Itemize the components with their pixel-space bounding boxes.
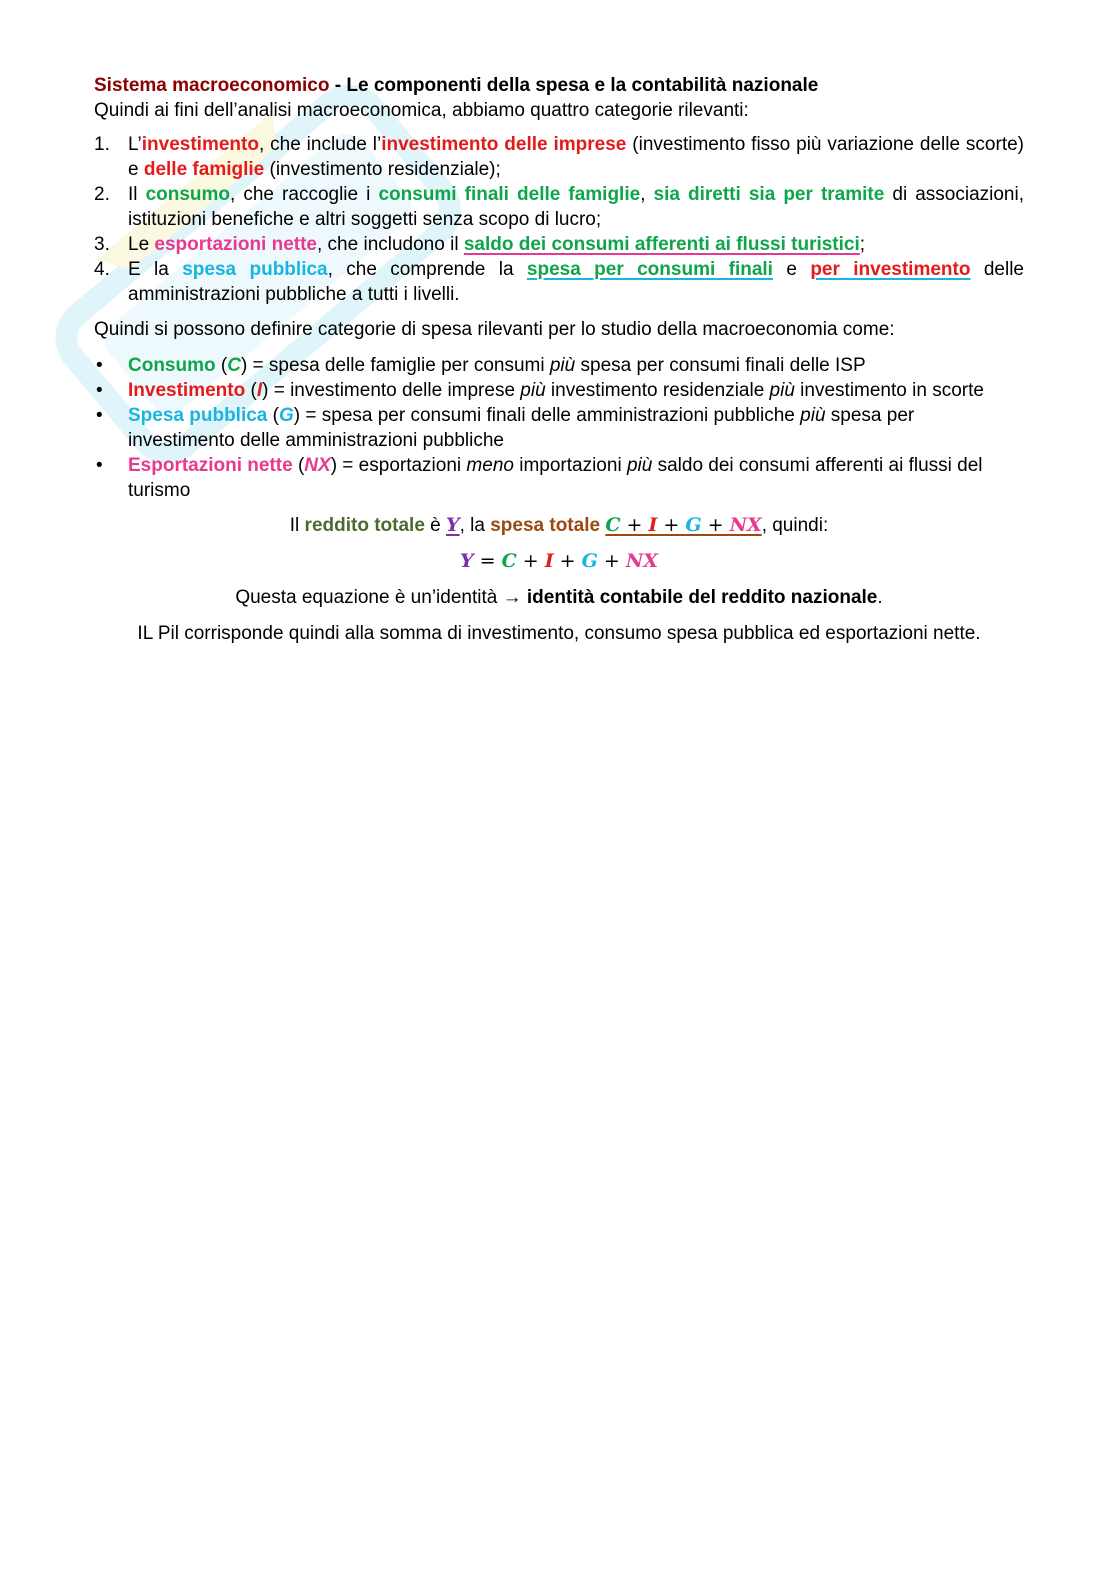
numbered-list (94, 132, 1024, 307)
intro-paragraph: Quindi ai fini dell’analisi macroeconomica, abbiamo quattro categorie rilevanti: (94, 100, 749, 121)
item-number: 3. (94, 234, 110, 255)
document-body (94, 73, 1024, 646)
categories-paragraph: Quindi si possono definire categorie di spesa rilevanti per lo studio della macroeconomia come: (94, 319, 895, 340)
item-number: 2. (94, 184, 110, 205)
bullet-list (94, 353, 1024, 503)
spending-expression: C + I + G + NX (605, 514, 762, 536)
list-item: • Esportazioni nette (NX) = esportazioni meno importazioni più saldo dei consumi afferenti ai flussi del turismo (96, 455, 983, 501)
list-item: • Investimento (I) = investimento delle imprese più investimento residenziale più investimento in scorte (96, 380, 984, 401)
title-subject: Le componenti della spesa e la contabilità nazionale (346, 75, 819, 96)
bullet-icon: • (96, 355, 103, 376)
item-number: 1. (94, 134, 110, 155)
bullet-icon: • (96, 455, 103, 476)
pil-conclusion: IL Pil corrisponde quindi alla somma di investimento, consumo spesa pubblica ed esportazioni nette. (137, 623, 981, 644)
bullet-icon: • (96, 405, 103, 426)
bullet-icon: • (96, 380, 103, 401)
list-item: 2. Il consumo, che raccoglie i consumi finali delle famiglie, sia diretti sia per tramite di associazioni, istituzioni benefiche e altri soggetti senza scopo di lucro; (94, 184, 1024, 230)
item-number: 4. (94, 259, 110, 280)
list-item: 4. E la spesa pubblica, che comprende la spesa per consumi finali e per investimento delle amministrazioni pubbliche a tutti i livelli. (94, 259, 1024, 305)
document-title (94, 73, 1024, 98)
total-income-line: Il reddito totale è Y, la spesa totale C + I + G + NX, quindi: (289, 514, 829, 536)
title-separator: - (329, 75, 347, 96)
arrow-right-icon: → (502, 587, 522, 608)
title-topic: Sistema macroeconomico (94, 75, 330, 96)
list-item: • Spesa pubblica (G) = spesa per consumi finali delle amministrazioni pubbliche più spesa per investimento delle amministrazioni pubbliche (96, 405, 915, 451)
list-item: 3. Le esportazioni nette, che includono il saldo dei consumi afferenti ai flussi turistici; (94, 234, 866, 255)
list-item: • Consumo (C) = spesa delle famiglie per consumi più spesa per consumi finali delle ISP (96, 355, 866, 376)
income-equation: Y = C + I + G + NX (460, 550, 658, 572)
list-item: 1. L’investimento, che include l’investimento delle imprese (investimento fisso più variazione delle scorte) e delle famiglie (investimento residenziale); (94, 134, 1025, 180)
identity-line: Questa equazione è un’identità → identità contabile del reddito nazionale. (235, 587, 883, 608)
